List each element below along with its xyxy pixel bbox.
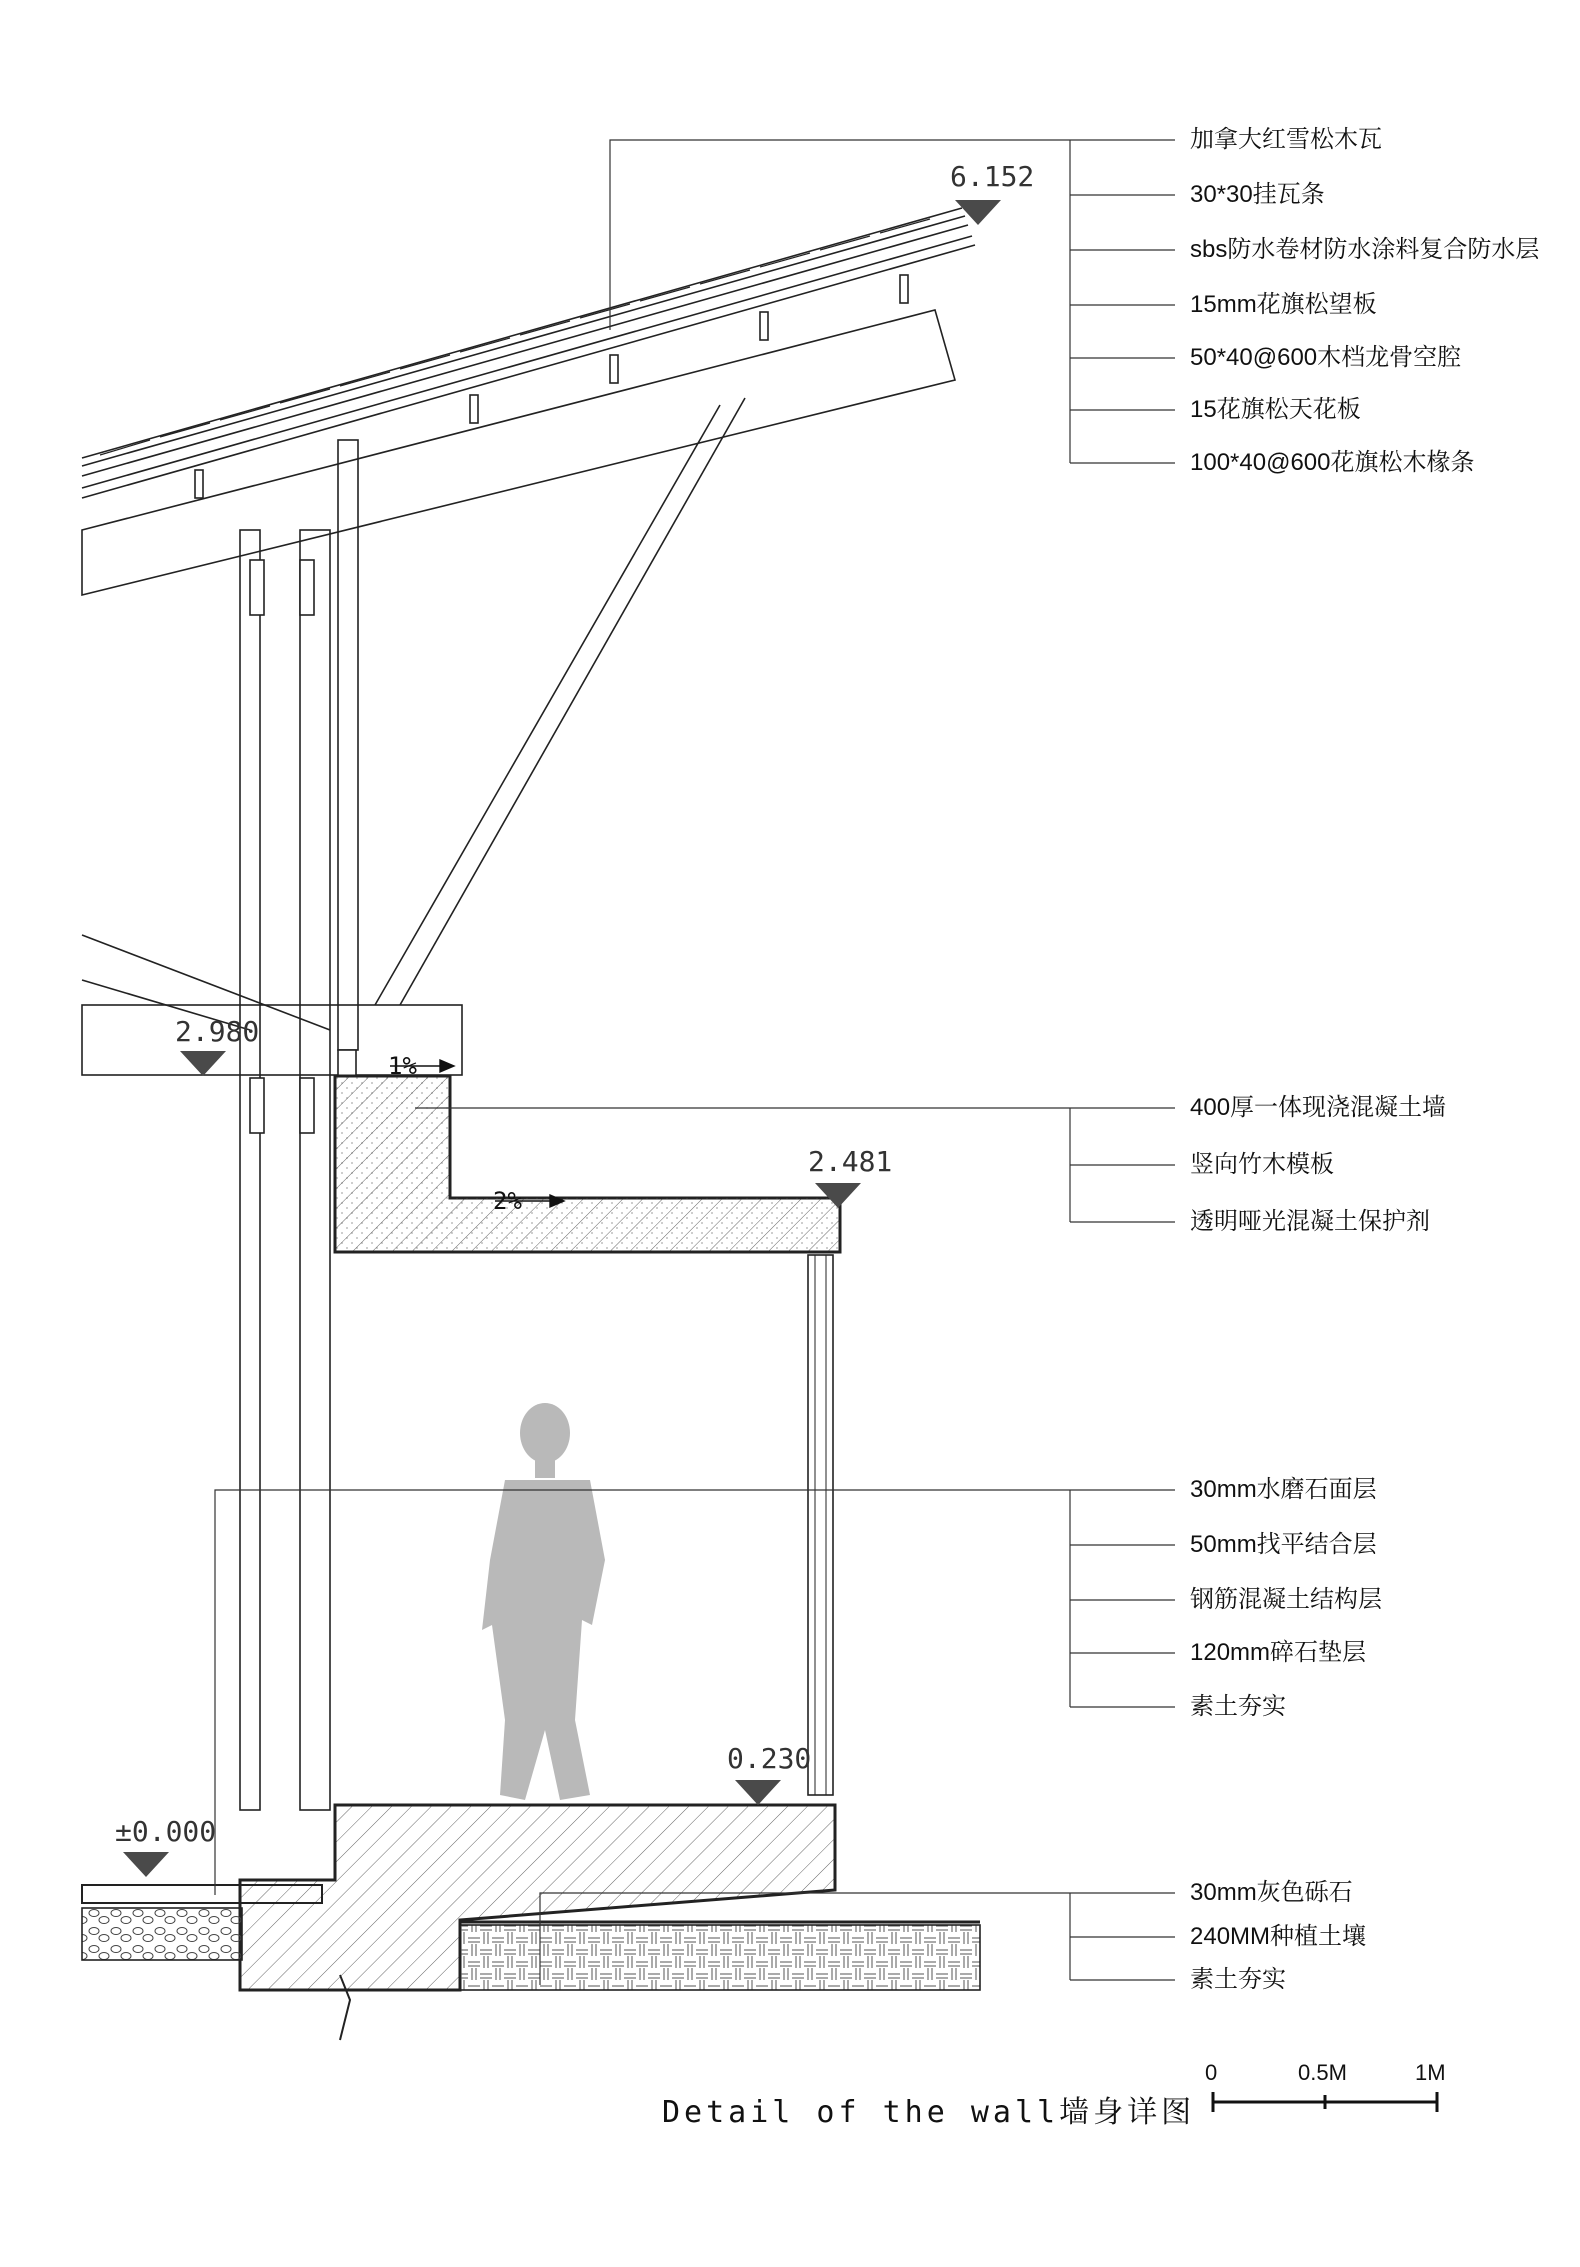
slope-label-slab: 2% bbox=[493, 1187, 522, 1215]
scale-label-half: 0.5M bbox=[1298, 2060, 1347, 2085]
roof-assembly bbox=[82, 208, 975, 1030]
human-figure bbox=[482, 1403, 605, 1800]
roof-layer-label: 100*40@600花旗松木椽条 bbox=[1190, 449, 1475, 476]
roof-layer-label: 50*40@600木档龙骨空腔 bbox=[1190, 344, 1462, 371]
drawing-title: Detail of the wall墙身详图 bbox=[662, 2095, 1196, 2130]
slope-label-top: 1% bbox=[388, 1052, 417, 1080]
ground-layer-label: 30mm灰色砾石 bbox=[1190, 1879, 1353, 1906]
elevation-beam-label: 2.980 bbox=[175, 1015, 260, 1048]
floor-section bbox=[82, 1805, 980, 2040]
scale-label-1m: 1M bbox=[1415, 2060, 1446, 2085]
roof-layer-label: 15花旗松天花板 bbox=[1190, 396, 1361, 423]
ground-layer-label: 240MM种植土壤 bbox=[1190, 1923, 1367, 1950]
leader-lines bbox=[215, 140, 1175, 1985]
floor-layer-label: 素土夯实 bbox=[1190, 1693, 1286, 1720]
ground-layer-label: 素土夯实 bbox=[1190, 1966, 1286, 1993]
floor-layer-label: 50mm找平结合层 bbox=[1190, 1531, 1377, 1558]
wall-layer-label: 400厚一体现浇混凝土墙 bbox=[1190, 1094, 1447, 1121]
floor-layer-label: 120mm碎石垫层 bbox=[1190, 1639, 1367, 1666]
elevation-ground-label: ±0.000 bbox=[115, 1815, 217, 1848]
elevation-roof-label: 6.152 bbox=[950, 160, 1035, 193]
floor-layer-label: 钢筋混凝土结构层 bbox=[1190, 1586, 1382, 1613]
roof-layer-label: 15mm花旗松望板 bbox=[1190, 291, 1377, 318]
scale-bar bbox=[1213, 2092, 1437, 2112]
roof-layer-label: 30*30挂瓦条 bbox=[1190, 181, 1325, 208]
elevation-slab-label: 2.481 bbox=[808, 1145, 893, 1178]
roof-layer-label: 加拿大红雪松木瓦 bbox=[1190, 126, 1382, 153]
elevation-floor-label: 0.230 bbox=[727, 1742, 812, 1775]
wall-layer-label: 竖向竹木模板 bbox=[1190, 1151, 1334, 1178]
wall-layer-label: 透明哑光混凝土保护剂 bbox=[1190, 1208, 1430, 1235]
scale-label-0: 0 bbox=[1205, 2060, 1218, 2085]
roof-layer-label: sbs防水卷材防水涂料复合防水层 bbox=[1190, 236, 1540, 263]
floor-layer-label: 30mm水磨石面层 bbox=[1190, 1476, 1377, 1503]
concrete-wall-section bbox=[335, 1076, 840, 1795]
